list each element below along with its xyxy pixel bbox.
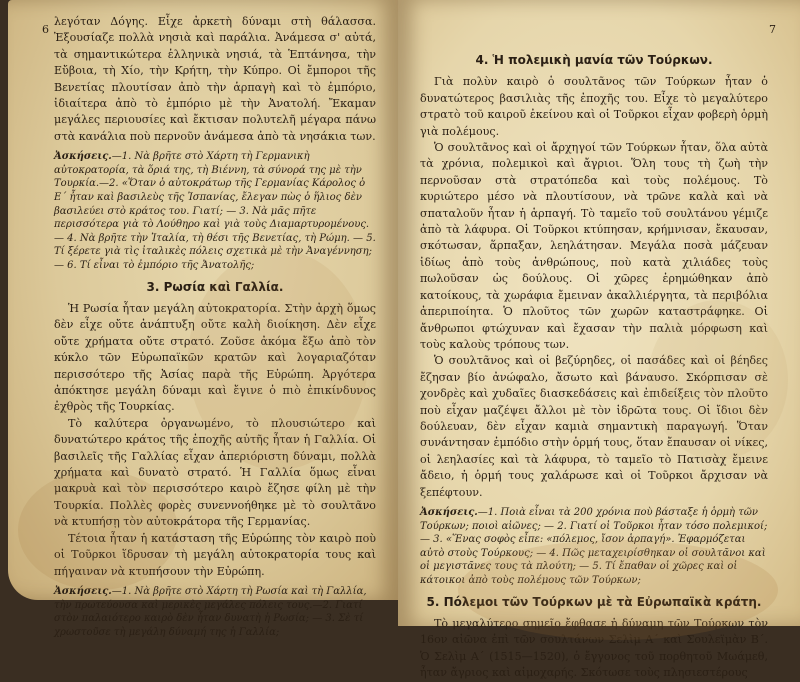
exercises-text: —1. Ποιὰ εἶναι τὰ 200 χρόνια ποὺ βάσταξε ἡ ὁρμὴ τῶν Τούρκων; ποιοὶ αἰῶνες; — 2. Γιατί οἱ Τοῦρκοι ἦταν τόσο πολεμικοί; — 3. «Ἕνας σοφὸς εἶπε: «πόλεμος, ἴσον ἁρπαγή». Ἐφαρμόζεται αὐτὸ στοὺς Τούρκους; — 4. Πῶς μεταχειρίσθηκαν οἱ σουλτᾶνοι καὶ οἱ μεγιστᾶνες τους τὰ πλούτη; — 5. Τί ἔπαθαν οἱ χῶρες καὶ οἱ κάτοικοι ἀπὸ τοὺς πολέμους τῶν Τούρκων; bbox=[420, 506, 768, 586]
exercises-label: Ἀσκήσεις. bbox=[54, 151, 112, 163]
section-heading: 3. Ρωσία καὶ Γαλλία. bbox=[146, 279, 284, 294]
exercises-label: Ἀσκήσεις. bbox=[54, 585, 112, 597]
exercises-label: Ἀσκήσεις. bbox=[420, 506, 478, 518]
exercises bbox=[54, 150, 376, 272]
left-page bbox=[8, 0, 398, 638]
page-number: 7 bbox=[769, 23, 776, 36]
section-heading: 4. Ἡ πολεμικὴ μανία τῶν Τούρκων. bbox=[475, 53, 713, 67]
paragraph: Τὸ μεγαλύτερο σημεῖο ἔφθασε ἡ δύναμη τῶν Τούρκων τὸν 16ον αἰῶνα ἐπὶ τῶν σουλτάνων Σελὶμ Α΄ καὶ Σουλεϊμὰν Β΄. Ὁ Σελὶμ Α΄ (1515—1520), ὁ ἔγγονος τοῦ πορθητοῦ Μωάμεθ, ἦταν ἄγριος καὶ αἱμοχαρής. Σκότωσε τοὺς πλησιεστέρους bbox=[420, 616, 768, 680]
exercises bbox=[420, 506, 768, 588]
exercises-text: —1. Νὰ βρῆτε στὸ Χάρτη τὴ Ρωσία καὶ τὴ Γαλλία, τὴν πρωτεύουσα καὶ μερικὲς μεγάλες πόλεις τους.—2. Γιατί στὸν παλαιότερο καιρὸ δὲν ἦταν δυνατὴ ἡ Ρωσία; — 3. Σὲ τί χρωστοῦσε τὴ μεγάλη δύναμή της ἡ Γαλλία; bbox=[54, 585, 367, 638]
paragraph: Ὁ σουλτᾶνος καὶ οἱ βεζύρηδες, οἱ πασάδες καὶ οἱ βέηδες ἔζησαν βίο ἀνώφαλο, ἄσωτο καὶ βάναυσο. Σκόρπισαν σὲ χονδρὲς καὶ χυδαῖες διασκεδάσεις καὶ ἐπιδείξεις τὸν πλοῦτο ποὺ εἶχαν μαζέψει ἄλλοι μὲ τὸν ἱδρῶτα τους. Οἱ ἴδιοι δὲν δούλευαν, δὲν εἶχαν καμιὰ σημαντικὴ παραγωγή. Ὅταν συνάντησαν ἐμπόδιο στὴν ὁρμή τους, ὅταν ἔπαυσαν οἱ νίκες, οἱ λεηλασίες καὶ τὰ λάφυρα, τὸ ταμεῖο τὸ Πατισὰχ ἔμεινε ἄδειο, ἡ ὁρμή τους χαλάρωσε καὶ οἱ Τοῦρκοι ἄρχισαν νὰ ξεπέφτουν. bbox=[420, 354, 768, 499]
right-page bbox=[398, 0, 800, 680]
paragraph: Ἡ Ρωσία ἦταν μεγάλη αὐτοκρατορία. Στὴν ἀρχὴ ὅμως δὲν εἶχε οὔτε ἀνάπτυξη οὔτε καλὴ διοίκηση. Δὲν εἶχε οὔτε χρήματα οὔτε στρατό. Ζοῦσε ἀκόμα ἔξω ἀπὸ τὸν κύκλο τῶν Εὐρωπαϊκῶν κρατῶν καὶ λογαριαζόταν περισσότερο τῆς Ἀσίας παρὰ τῆς Εὐρώπη. Ἀργότερα ἀπόκτησε μεγάλη δύναμι καὶ ἔγινε ὁ πιὸ ἐπικίνδυνος ἐχθρὸς τῆς Τουρκίας. bbox=[54, 302, 376, 414]
page-number: 6 bbox=[42, 23, 49, 36]
exercises-text: —1. Νὰ βρῆτε στὸ Χάρτη τὴ Γερμανικὴ αὐτοκρατορία, τὰ ὅριά της, τὴ Βιέννη, τὰ σύνορά της μὲ τὴν Τουρκία.—2. «Ὅταν ὁ αὐτοκράτωρ τῆς Γερμανίας Κάρολος ὁ Ε΄ ἦταν καὶ βασιλεὺς τῆς Ἰσπανίας, ἔλεγαν πὼς ὁ ἥλιος δὲν βασιλεύει στὸ κράτος του. Γιατί; — 3. Νὰ μᾶς πῆτε περισσότερα γιὰ τὸ Λούθηρο καὶ γιὰ τοὺς Διαμαρτυρομένους. — 4. Νὰ βρῆτε τὴν Ἰταλία, τὴ θέσι τῆς Βενετίας, τὴ Ρώμη. — 5. Τί ξέρετε γιὰ τὶς ἰταλικὲς πόλεις σχετικὰ μὲ τὴν Ἀναγέννηση; — 6. Τί εἶναι τὸ ἐμπόριο τῆς Ἀνατολῆς; bbox=[54, 151, 376, 271]
paragraph: Τὸ καλύτερα ὀργανωμένο, τὸ πλουσιώτερο καὶ δυνατώτερο κράτος τῆς ἐποχῆς αὐτῆς ἦταν ἡ Γαλλία. Οἱ βασιλεῖς τῆς Γαλλίας εἶχαν ἀπεριόριστη δύναμι, πολλὰ χρήματα καὶ δυνατὸ στρατό. Ἡ Γαλλία ὅμως εἶναι μακρυὰ καὶ τὸν περισσότερο καιρὸ ἔζησε φίλη μὲ τὴν Τουρκία. Πολλὲς φορὲς συνεννοήθηκε μὲ τὸ σουλτᾶνο νὰ κτυπήσῃ τὸν αὐτοκράτορα τῆς Γερμανίας. bbox=[54, 416, 376, 529]
paragraph: Τέτοια ἦταν ἡ κατάσταση τῆς Εὐρώπης τὸν καιρὸ ποὺ οἱ Τοῦρκοι ἵδρυσαν τὴ μεγάλη αὐτοκρατορία τους καὶ πήγαιναν νὰ κτυπήσουν τὴν Εὐρώπη. bbox=[54, 531, 376, 578]
paragraph: Ὁ σουλτᾶνος καὶ οἱ ἄρχηγοί τῶν Τούρκων ἦταν, ὅλα αὐτὰ τὰ χρόνια, πολεμικοὶ καὶ ἄγριοι. Ὅλη τους τὴ ζωὴ τὴν περνοῦσαν στὰ στρατόπεδα καὶ τοὺς πολέμους. Τὸ κυριώτερο μέσο νὰ πλουτίσουν, νὰ τρῶνε καλὰ καὶ νὰ σπαταλοῦν ἦταν ἡ ἁρπαγή. Τὸ ταμεῖο τοῦ σουλτάνου γέμιζε ἀπὸ τὰ λάφυρα. Οἱ Τοῦρκοι κτύπησαν, κρήμνισαν, ἔκαυσαν, σκότωσαν, ἅρπαξαν, λεηλάτησαν. Μεγάλα ποσὰ μάζευαν ἰδίως ἀπὸ τοὺς ἀνθρώπους, ποὺ κατὰ χιλιάδες τοὺς πωλοῦσαν ὡς δούλους. Οἱ χῶρες ἐρημώθηκαν ἀπὸ κατοίκους, τὰ χωράφια ἔμειναν ἀκαλλιέργητα, τὰ περιβόλια ἀπεριποίητα. Ὁ πλοῦτος τῶν χωρῶν καταστράφηκε. Οἱ ἄνθρωποι φτώχυναν καὶ ἔχασαν τὴν παλιὰ μόρφωση καὶ τοὺς καλοὺς τρόπους των. bbox=[420, 141, 768, 351]
paragraph: λεγόταν Δόγης. Εἶχε ἀρκετὴ δύναμι στὴ θάλασσα. Ἐξουσίαζε πολλὰ νησιὰ καὶ παράλια. Ἀνάμεσα σ' αὐτά, τὰ σημαντικώτερα ἑλληνικὰ νησιά, τὰ Ἑπτάνησα, τὴν Εὔβοια, τὴ Χίο, τὴν Κρήτη, τὴν Κύπρο. Οἱ ἔμποροι τῆς Βενετίας πλουτίσαν ἀπὸ τὴν ἁρπαγὴ καὶ τὸ ἐμπόριο, ἰδιαίτερα ἀπὸ τὸ ἐμπόριο μὲ τὴν Ἀνατολή. Ἔκαμαν μεγάλες περιουσίες καὶ ἔκτισαν πολυτελῆ μέγαρα πάνω στὰ κανάλια ποὺ περνοῦν ἀνάμεσα ἀπὸ τὰ νησάκια των. bbox=[54, 15, 376, 143]
section-heading: 5. Πόλεμοι τῶν Τούρκων μὲ τὰ Εὐρωπαϊκὰ κράτη. bbox=[426, 594, 762, 609]
exercises bbox=[54, 585, 376, 639]
paragraph: Γιὰ πολὺν καιρὸ ὁ σουλτᾶνος τῶν Τούρκων ἦταν ὁ δυνατώτερος βασιλιὰς τῆς ἐποχῆς του. Εἶχε τὸ μεγαλύτερο στρατὸ τοῦ καιροῦ ἐκείνου καὶ οἱ Τοῦρκοι εἶχαν φοβερὴ ὁρμὴ γιὰ πολέμους. bbox=[420, 75, 768, 138]
